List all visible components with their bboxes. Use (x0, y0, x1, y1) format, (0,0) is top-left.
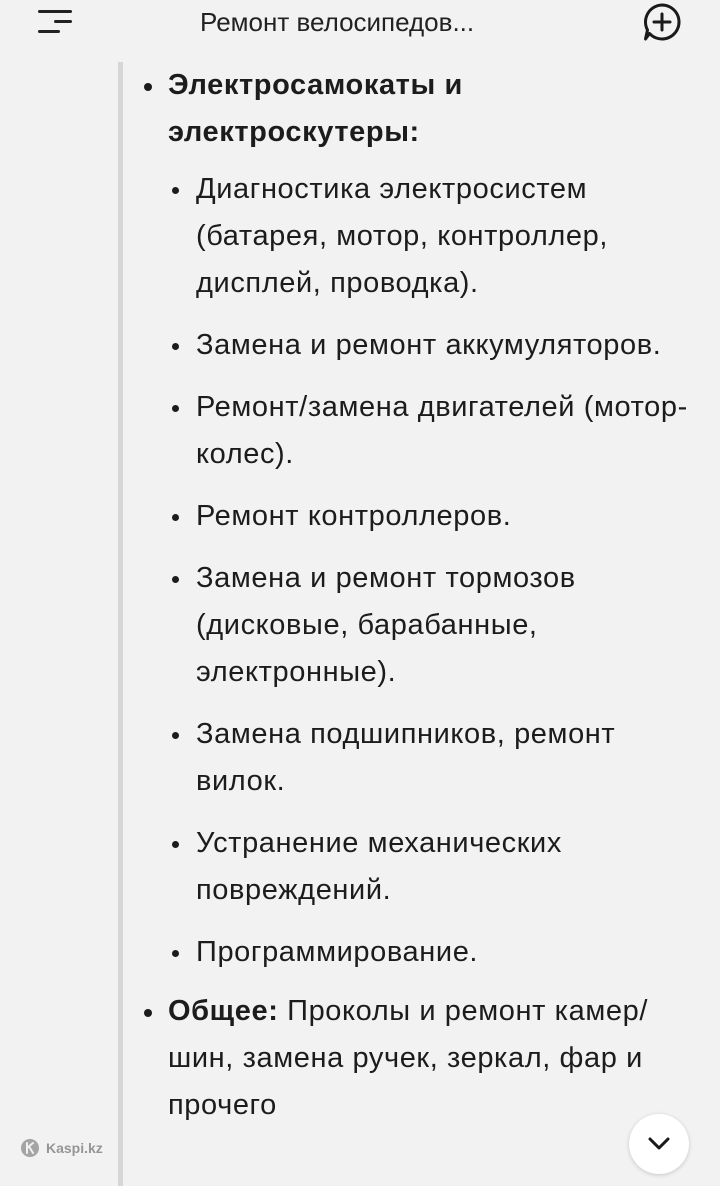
section-label: Электросамокаты и электроскутеры: (168, 69, 463, 148)
top-bar (0, 0, 720, 48)
list-item: Ремонт/замена двигателей (мотор-колес). (168, 384, 708, 478)
new-chat-button[interactable] (641, 1, 683, 43)
kaspi-watermark (20, 1138, 103, 1158)
new-chat-icon (641, 1, 683, 43)
list-item: Замена и ремонт тормозов (дисковые, барабанные, электронные). (168, 555, 708, 696)
list-item: Программирование. (168, 929, 708, 976)
section-label: Общее: (168, 995, 279, 1027)
section-text: Проколы и ремонт камер/шин, замена ручек, зеркал, фар и прочего (168, 995, 648, 1121)
chat-title[interactable]: Ремонт велосипедов... (200, 7, 475, 37)
menu-button[interactable] (36, 6, 76, 38)
list-item: Замена подшипников, ремонт вилок. (168, 711, 708, 805)
sub-list (168, 166, 708, 976)
list-item-general (138, 988, 708, 1129)
list-item: Замена и ремонт аккумуляторов. (168, 322, 708, 369)
service-list (138, 62, 708, 1129)
watermark-text: Kaspi.kz (46, 1140, 103, 1156)
list-item: Диагностика электросистем (батарея, мотор, контроллер, дисплей, проводка). (168, 166, 708, 307)
list-item: Устранение механических повреждений. (168, 820, 708, 914)
list-item: Ремонт контроллеров. (168, 493, 708, 540)
quote-bar (118, 62, 123, 1186)
list-item-electric-scooters (138, 62, 708, 976)
kaspi-logo-icon (20, 1138, 40, 1158)
scroll-down-button[interactable] (629, 1114, 689, 1174)
message-content (138, 62, 708, 1129)
chevron-down-icon (647, 1134, 671, 1154)
